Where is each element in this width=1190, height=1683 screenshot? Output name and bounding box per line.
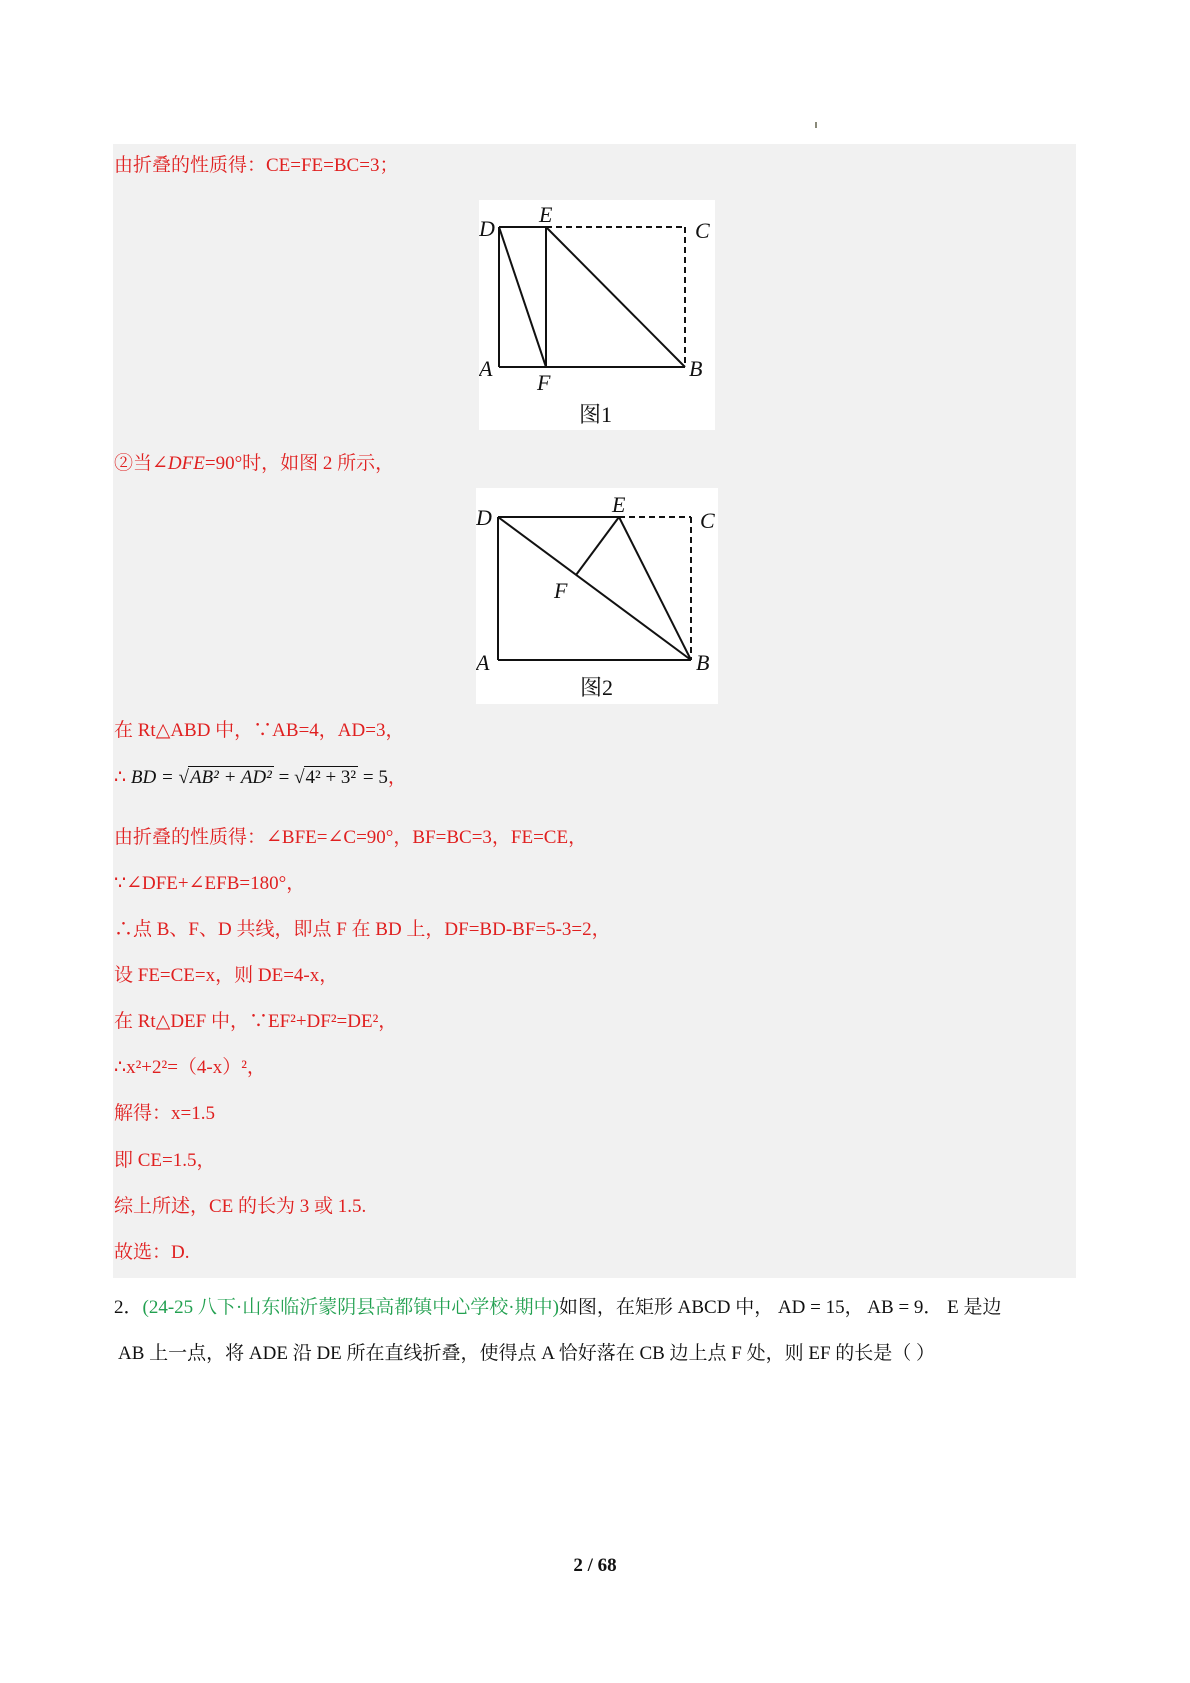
figure-1-caption: 图1 <box>579 402 613 427</box>
answer-line-14: 故选：D. <box>114 1242 190 1263</box>
question-source: (24-25 八下·山东临沂蒙阴县高都镇中心学校·期中) <box>142 1297 559 1318</box>
label-F: F <box>554 578 568 603</box>
answer-line-5: 由折叠的性质得：∠BFE=∠C=90°，BF=BC=3，FE=CE， <box>114 827 588 848</box>
label-A: A <box>476 650 490 675</box>
label-B: B <box>696 650 710 675</box>
answer-line-1: 由折叠的性质得：CE=FE=BC=3； <box>114 155 399 176</box>
figure-2-caption: 图2 <box>580 675 614 700</box>
label-D: D <box>476 505 492 530</box>
label-E: E <box>612 492 626 517</box>
answer-line-11: 解得：x=1.5 <box>114 1103 215 1124</box>
question-2-line-1: 2．(24-25 八下·山东临沂蒙阴县高都镇中心学校·期中)如图，在矩形 ABCD 中， AD = 15， AB = 9． E 是边 <box>114 1297 1002 1318</box>
question-number: 2． <box>114 1297 143 1318</box>
answer-line-9: 在 Rt△DEF 中，∵EF²+DF²=DE²， <box>114 1011 398 1032</box>
figure-1 <box>479 200 715 430</box>
answer-line-13: 综上所述，CE 的长为 3 或 1.5. <box>114 1196 367 1217</box>
figure-2 <box>476 488 718 704</box>
label-A: A <box>479 356 493 381</box>
label-D: D <box>479 216 495 241</box>
label-C: C <box>700 508 715 533</box>
answer-line-12: 即 CE=1.5， <box>114 1150 216 1171</box>
answer-line-6: ∵∠DFE+∠EFB=180°， <box>114 873 306 894</box>
answer-line-8: 设 FE=CE=x，则 DE=4-x， <box>114 965 339 986</box>
answer-line-7: ∴点 B、F、D 共线，即点 F 在 BD 上，DF=BD-BF=5-3=2， <box>114 919 611 940</box>
label-E: E <box>539 202 553 227</box>
page-number: 2 / 68 <box>573 1555 617 1576</box>
label-B: B <box>689 356 703 381</box>
answer-line-10: ∴x²+2²=（4-x）²， <box>114 1057 266 1078</box>
label-F: F <box>537 370 551 395</box>
question-2-line-2: AB 上一点，将 ADE 沿 DE 所在直线折叠，使得点 A 恰好落在 CB 边上点 F 处，则 EF 的长是（ ） <box>118 1343 936 1364</box>
page-mark <box>815 122 817 128</box>
label-C: C <box>695 218 710 243</box>
answer-line-4-formula: ∴ BD = √AB² + AD² = √4² + 3² = 5， <box>114 767 407 788</box>
answer-line-3: 在 Rt△ABD 中，∵AB=4，AD=3， <box>114 720 405 741</box>
answer-line-2: ②当∠DFE=90°时，如图 2 所示， <box>114 453 395 474</box>
